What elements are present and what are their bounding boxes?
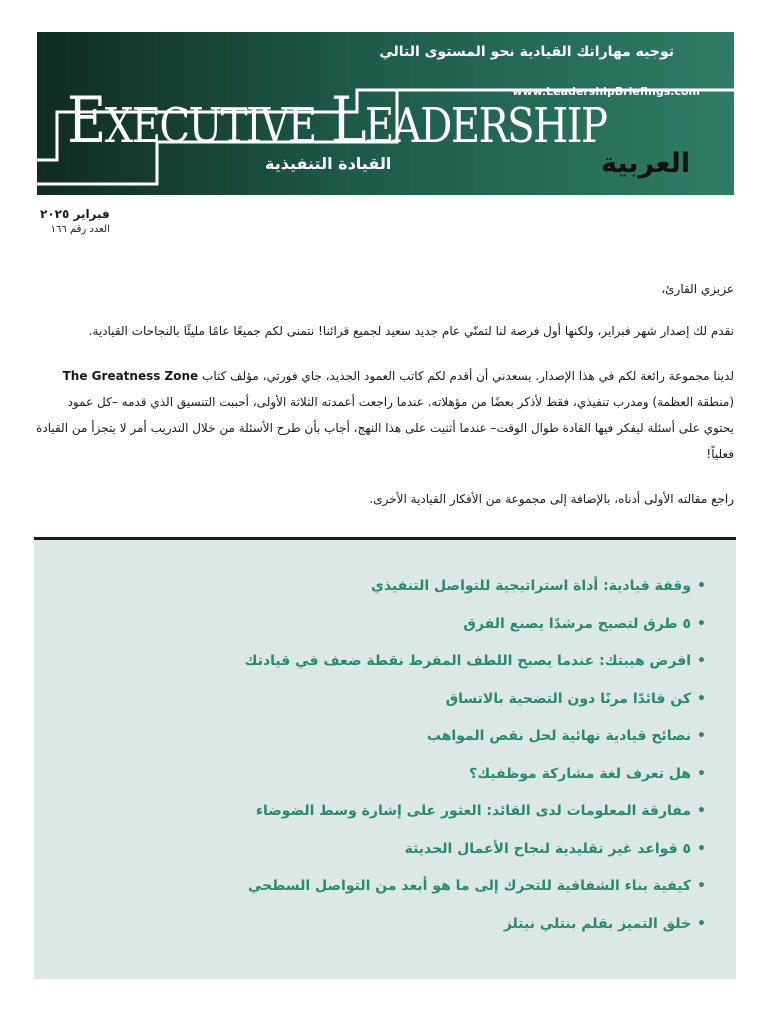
bullet-icon: •: [697, 728, 706, 744]
bullet-icon: •: [697, 578, 706, 594]
title-initial-e: E: [67, 84, 105, 158]
issue-date: فبراير ٢٠٢٥: [40, 207, 110, 221]
topic-item[interactable]: [245, 906, 706, 944]
bullet-icon: •: [697, 878, 706, 894]
masthead-subtitle-executive: القيادة التنفيذية: [265, 154, 392, 173]
topic-label: كن قائدًا مرنًا دون التضحية بالاتساق: [445, 690, 692, 707]
topic-label: ٥ قواعد غير تقليدية لنجاح الأعمال الحديثة: [404, 840, 692, 857]
masthead-subtitle-arabic: العربية: [601, 148, 690, 179]
title-leadership-rest: EADERSHIP: [364, 98, 607, 154]
bullet-icon: •: [697, 840, 706, 857]
topic-label: افرض هيبتك: عندما يصبح اللطف المفرط نقطة ضعف في قيادتك: [244, 653, 692, 669]
bullet-icon: •: [697, 653, 706, 669]
topic-item[interactable]: [245, 718, 706, 756]
letter-greeting: عزيزي القارئ،: [661, 282, 734, 296]
title-executive-rest: XECUTIVE: [104, 98, 316, 154]
topic-item[interactable]: [245, 868, 706, 906]
editor-letter: [34, 276, 734, 531]
topic-label: مفارقة المعلومات لدى القائد: العثور على إشارة وسط الضوضاء: [255, 803, 692, 819]
book-title: The Greatness Zone: [62, 369, 199, 383]
topics-box: [34, 540, 736, 979]
masthead: [37, 32, 734, 195]
bullet-icon: •: [697, 765, 706, 782]
topic-item[interactable]: [245, 568, 706, 606]
bullet-icon: •: [697, 803, 706, 819]
topic-label: خلق التميز بقلم بنتلي نيتلز: [503, 915, 692, 932]
topic-label: كيفية بناء الشفافية للتحرك إلى ما هو أبعد من التواصل السطحي: [247, 878, 692, 894]
topic-label: هل تعرف لغة مشاركة موظفيك؟: [469, 765, 692, 782]
letter-paragraph-2-end: (منطقة العظمة) ومدرب تنفيذي، فقط لأذكر بعضًا من مؤهلاته. عندما راجعت أعمدته الثلاثة الأولى، أحببت التنسيق الذي قدمه –كل عمود يحتوي على أسئلة ليفكر فيها القادة طوال الوقت– عندما أثنيت على هذا النهج، أجاب بأن طرح الأسئلة من خلال التدريب أمر لا يتجزأ من القيادة فعلياً!: [36, 395, 734, 461]
topic-label: نصائح قيادية نهائية لحل نقص المواهب: [426, 728, 692, 744]
topic-label: وقفة قيادية: أداة استراتيجية للتواصل التنفيذي: [370, 578, 692, 594]
issue-number: العدد رقم ١٦٦: [50, 224, 110, 235]
issue-info: [40, 207, 110, 235]
website-url[interactable]: www.LeadershipBriefings.com: [512, 85, 700, 98]
topic-label: ٥ طرق لتصبح مرشدًا يصنع الفرق: [463, 615, 692, 632]
letter-paragraph-2: [34, 363, 734, 467]
topic-item[interactable]: [245, 831, 706, 869]
topic-item[interactable]: [245, 756, 706, 794]
letter-paragraph-2-start: لدينا مجموعة رائعة لكم في هذا الإصدار. يسعدني أن أقدم لكم كاتب العمود الجديد، جاي فورتي، مؤلف كتاب: [202, 369, 734, 383]
masthead-title: [67, 86, 605, 161]
topic-item[interactable]: [245, 681, 706, 719]
topic-item[interactable]: [245, 793, 706, 831]
bullet-icon: •: [697, 690, 706, 707]
masthead-tagline: توجيه مهاراتك القيادية نحو المستوى التالي: [379, 44, 674, 60]
bullet-icon: •: [697, 615, 706, 632]
topic-item[interactable]: [245, 643, 706, 681]
bullet-icon: •: [697, 915, 706, 932]
letter-paragraph-1: نقدم لك إصدار شهر فبراير، ولكنها أول فرصة لنا لتمنّي عام جديد سعيد لجميع قرائنا! نتمنى لكم جميعًا عامًا مليئًا بالنجاحات القيادية.: [88, 324, 734, 338]
letter-paragraph-3: راجع مقالته الأولى أدناه، بالإضافة إلى مجموعة من الأفكار القيادية الأخرى.: [369, 492, 734, 506]
topics-list: [245, 568, 706, 943]
title-initial-l: L: [330, 84, 365, 158]
topic-item[interactable]: [245, 606, 706, 644]
